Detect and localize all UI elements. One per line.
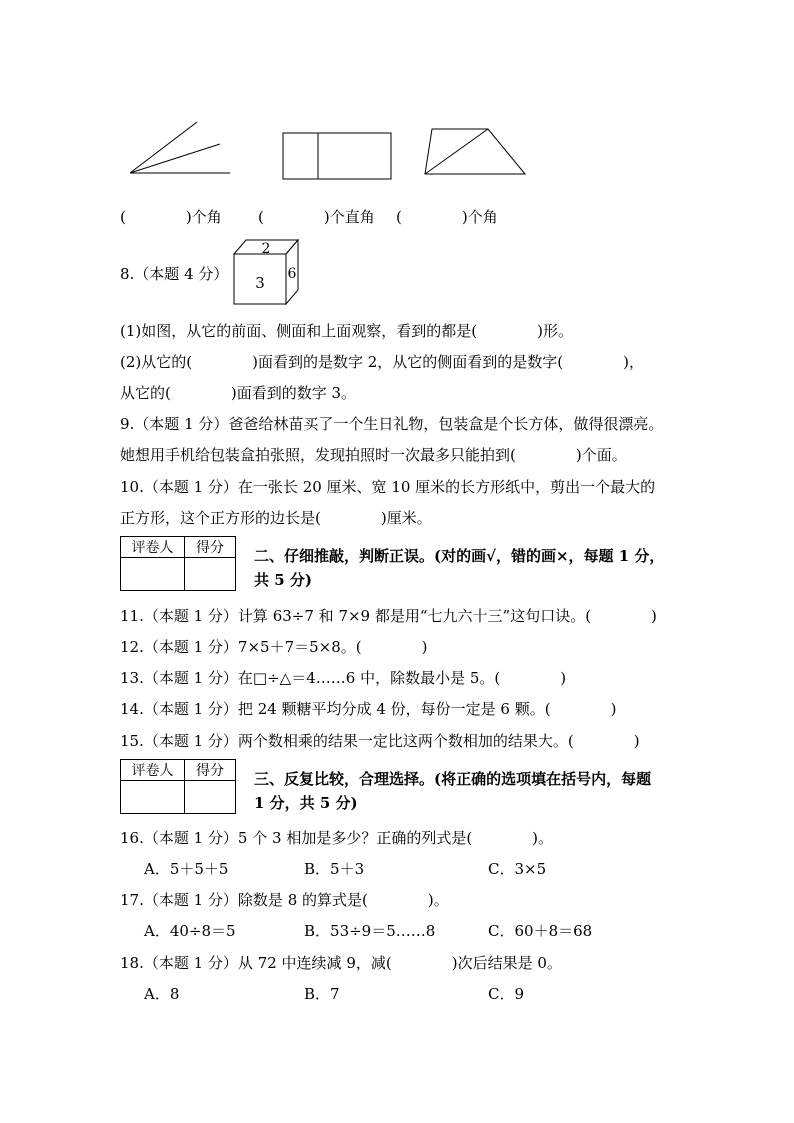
cube-top-number: 2 [261, 241, 271, 257]
q16-option-a[interactable]: A．5＋5＋5 [144, 860, 229, 878]
q9-line1: 9.（本题 1 分）爸爸给林苗买了一个生日礼物，包装盒是个长方体，做得很漂亮。 [120, 415, 664, 433]
q11: 11.（本题 1 分）计算 63÷7 和 7×9 都是用“七九六十三”这句口诀。( ) [120, 607, 657, 625]
cube-figure [226, 234, 304, 308]
reviewer-cell[interactable] [121, 781, 185, 814]
q17-option-c[interactable]: C．60＋8＝68 [488, 922, 593, 940]
score-label: 得分 [185, 760, 236, 781]
q17-option-b[interactable]: B．53÷9＝5……8 [304, 922, 436, 940]
q8-stem: 8.（本题 4 分） [120, 265, 229, 283]
figure-label-3: ( )个角 [396, 208, 498, 226]
q13: 13.（本题 1 分）在□÷△＝4……6 中，除数最小是 5。( ) [120, 669, 567, 687]
q15: 15.（本题 1 分）两个数相乘的结果一定比这两个数相加的结果大。( ) [120, 732, 640, 750]
q8-part1: (1)如图，从它的前面、侧面和上面观察，看到的都是( )形。 [120, 322, 573, 340]
q18-option-a[interactable]: A．8 [144, 985, 180, 1003]
q18-option-c[interactable]: C．9 [488, 985, 525, 1003]
cube-side-number: 6 [287, 266, 297, 282]
section3-title-line1: 三、反复比较，合理选择。(将正确的选项填在括号内，每题 [254, 770, 652, 788]
q10-line1: 10.（本题 1 分）在一张长 20 厘米、宽 10 厘米的长方形纸中，剪出一个最大的 [120, 478, 656, 496]
figure-label-2: ( )个直角 [258, 208, 375, 226]
q18-stem: 18.（本题 1 分）从 72 中连续减 9，减( )次后结果是 0。 [120, 954, 562, 972]
cube-front-number: 3 [255, 274, 265, 292]
section2-title-line1: 二、仔细推敲，判断正误。(对的画√，错的画×，每题 1 分， [254, 547, 665, 565]
q8-part2-line1: (2)从它的( )面看到的是数字 2，从它的侧面看到的是数字( )， [120, 353, 644, 371]
q18-option-b[interactable]: B．7 [304, 985, 340, 1003]
section2-title-line2: 共 5 分) [254, 571, 312, 589]
score-box-section3 [120, 759, 236, 814]
reviewer-label: 评卷人 [121, 760, 185, 781]
section3-title [254, 767, 684, 815]
score-cell[interactable] [185, 781, 236, 814]
q16-option-c[interactable]: C．3×5 [488, 860, 547, 878]
q8-part2-line2: 从它的( )面看到的数字 3。 [120, 384, 357, 402]
figure-label-1: ( )个角 [120, 208, 222, 226]
score-cell[interactable] [185, 558, 236, 591]
q10-line2: 正方形，这个正方形的边长是( )厘米。 [120, 509, 432, 527]
q9-line2: 她想用手机给包装盒拍张照，发现拍照时一次最多只能拍到( )个面。 [120, 446, 627, 464]
section3-title-line2: 1 分，共 5 分) [254, 794, 358, 812]
q12: 12.（本题 1 分）7×5＋7＝5×8。( ) [120, 638, 428, 656]
q16-option-b[interactable]: B．5＋3 [304, 860, 365, 878]
rectangle-figure [280, 130, 395, 184]
angle-figure [125, 118, 235, 178]
score-label: 得分 [185, 537, 236, 558]
q17-stem: 17.（本题 1 分）除数是 8 的算式是( )。 [120, 891, 449, 909]
q14: 14.（本题 1 分）把 24 颗糖平均分成 4 份，每份一定是 6 颗。( ) [120, 700, 617, 718]
trapezoid-figure [420, 124, 530, 180]
score-box-section2 [120, 536, 236, 591]
q16-stem: 16.（本题 1 分）5 个 3 相加是多少？正确的列式是( )。 [120, 829, 554, 847]
section2-title [254, 544, 684, 592]
reviewer-cell[interactable] [121, 558, 185, 591]
q17-option-a[interactable]: A．40÷8＝5 [144, 922, 236, 940]
reviewer-label: 评卷人 [121, 537, 185, 558]
